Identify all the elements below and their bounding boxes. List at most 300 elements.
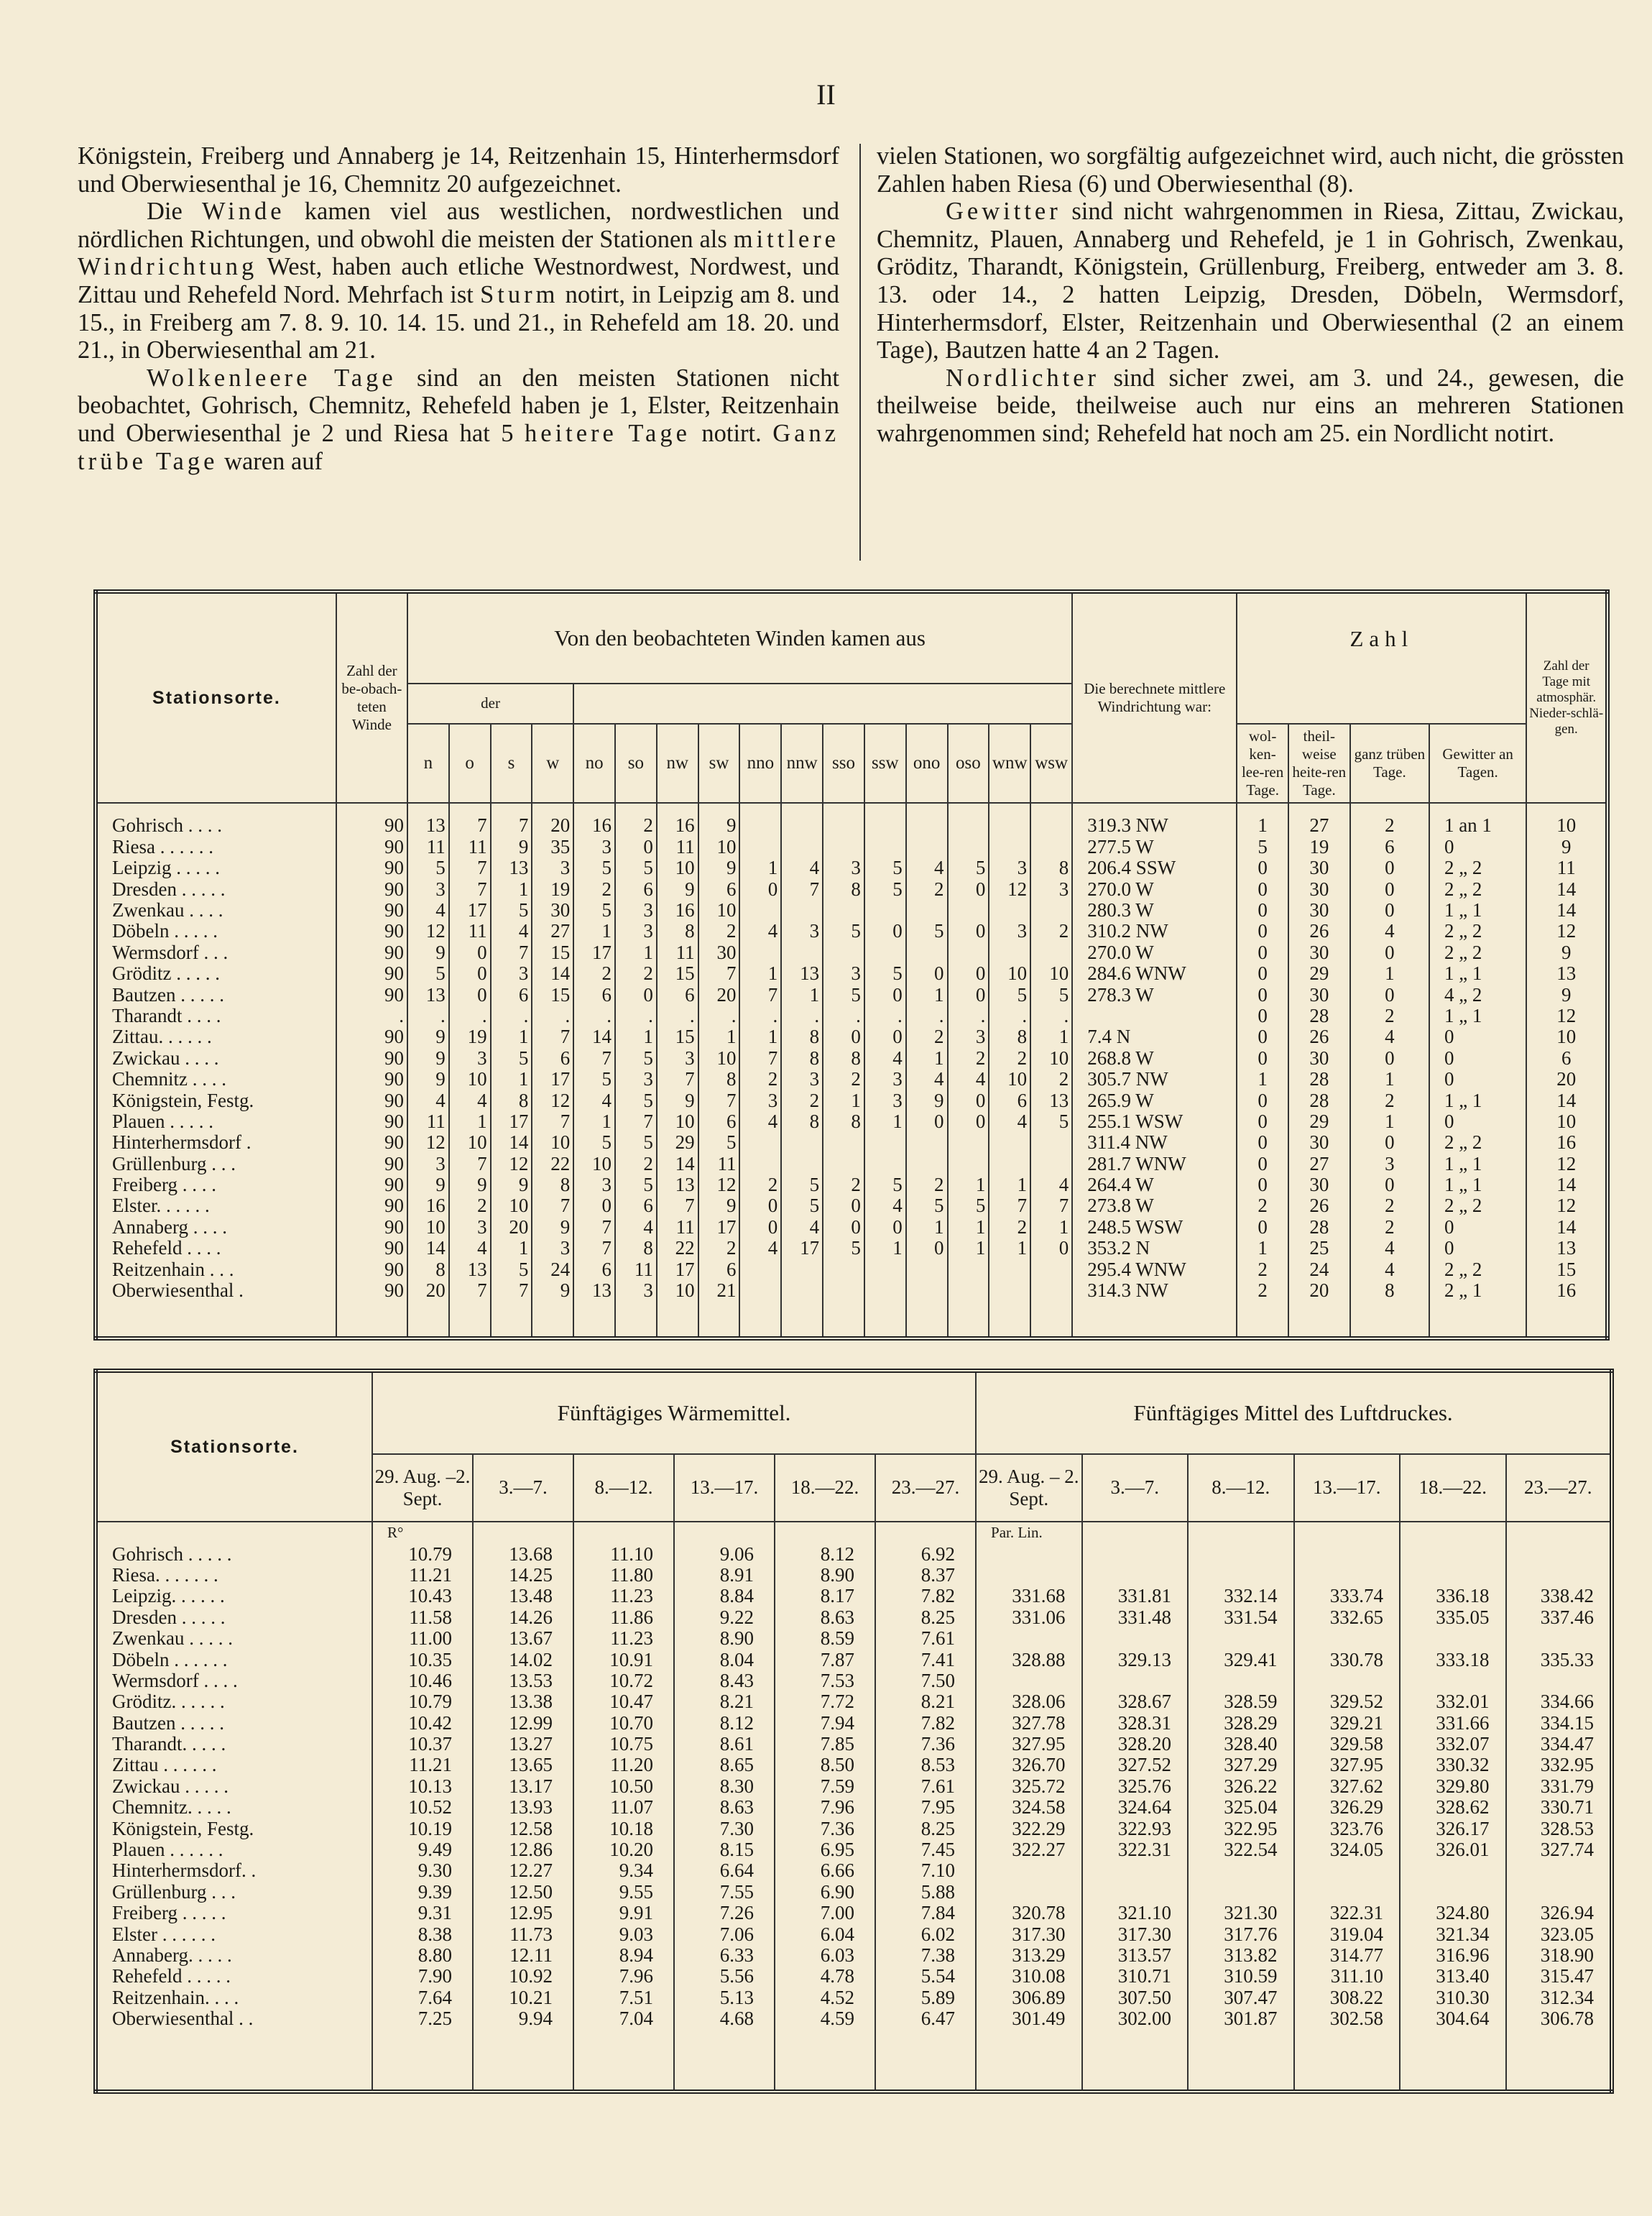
wind-count: 5 — [698, 1132, 740, 1153]
wind-count: 1 — [739, 1026, 781, 1047]
total-winds: 90 — [336, 1238, 407, 1259]
precipitation-days: 6 — [1526, 1048, 1607, 1069]
pressure-mean: 319.04 — [1294, 1923, 1400, 1944]
wind-count — [1030, 1259, 1072, 1279]
temperature-mean: 7.45 — [875, 1839, 976, 1860]
temperature-mean: 6.95 — [775, 1839, 875, 1860]
wind-count: 8 — [823, 878, 864, 899]
wind-count — [823, 815, 864, 836]
wind-count — [781, 1154, 823, 1174]
wind-count: 13 — [1030, 1090, 1072, 1111]
header-der: der — [407, 684, 573, 724]
pressure-mean: 329.41 — [1188, 1649, 1294, 1670]
table-row — [96, 1026, 1607, 1047]
pressure-mean: 314.77 — [1294, 1945, 1400, 1966]
wind-count: 0 — [615, 984, 657, 1005]
header-zahl: Zahl — [1237, 592, 1526, 684]
header-luftdruck: Fünftägiges Mittel des Luftdruckes. — [976, 1371, 1612, 1454]
pressure-mean: 327.95 — [1294, 1755, 1400, 1775]
thunderstorm-days: 4 „ 2 — [1429, 984, 1526, 1005]
wind-count — [948, 837, 989, 858]
temperature-mean: 5.56 — [674, 1966, 775, 1987]
wind-count: 11 — [615, 1259, 657, 1279]
wind-count: 30 — [532, 900, 573, 921]
wind-count: 17 — [532, 1069, 573, 1090]
temperature-mean: 7.90 — [372, 1966, 473, 1987]
wind-count: 1 — [864, 1111, 906, 1132]
wind-count — [864, 1154, 906, 1174]
wind-count: 10 — [1030, 1048, 1072, 1069]
clear-days: 0 — [1237, 1006, 1288, 1026]
wind-count: . — [657, 1006, 698, 1026]
wind-count: 12 — [532, 1090, 573, 1111]
pressure-mean: 327.74 — [1506, 1839, 1612, 1860]
pressure-mean: 327.52 — [1082, 1755, 1189, 1775]
pressure-mean: 327.29 — [1188, 1755, 1294, 1775]
wind-count: 2 — [948, 1048, 989, 1069]
mean-wind-direction: 7.4 N — [1072, 1026, 1237, 1047]
station-name: Bautzen . . . . . — [96, 1713, 372, 1734]
wind-count: 4 — [864, 1048, 906, 1069]
pressure-mean: 323.76 — [1294, 1818, 1400, 1839]
temperature-mean: 10.20 — [573, 1839, 674, 1860]
header-direction-oso: oso — [948, 724, 989, 803]
wind-count: 7 — [491, 1280, 532, 1301]
text-run: vielen Stationen, wo sorgfältig aufgezeichnet wird, auch nicht, die grössten Zahlen haben Riesa (6) und Oberwiesenthal (8). — [877, 142, 1624, 198]
overcast-days: 2 — [1350, 1217, 1429, 1238]
table-row — [96, 1797, 1612, 1818]
wind-count — [781, 1132, 823, 1153]
wind-count — [739, 1132, 781, 1153]
wind-count: 8 — [491, 1090, 532, 1111]
temperature-mean: 8.30 — [674, 1776, 775, 1797]
temperature-mean: 10.91 — [573, 1649, 674, 1670]
wind-count — [864, 1132, 906, 1153]
total-winds: 90 — [336, 1026, 407, 1047]
overcast-days: 3 — [1350, 1154, 1429, 1174]
temperature-mean: 8.25 — [875, 1818, 976, 1839]
pressure-mean: 331.79 — [1506, 1776, 1612, 1797]
temperature-mean: 7.10 — [875, 1860, 976, 1881]
temperature-mean: 8.65 — [674, 1755, 775, 1775]
wind-count: 5 — [948, 858, 989, 878]
wind-count: 7 — [532, 1026, 573, 1047]
temperature-mean: 11.20 — [573, 1755, 674, 1775]
header-period-temp: 23.—27. — [875, 1454, 976, 1522]
wind-count: 3 — [615, 900, 657, 921]
wind-count: 4 — [781, 1217, 823, 1238]
overcast-days: 2 — [1350, 1006, 1429, 1026]
temperature-mean: 8.37 — [875, 1565, 976, 1586]
partly-clear-days: 30 — [1288, 858, 1350, 878]
temperature-mean: 11.86 — [573, 1607, 674, 1628]
wind-count: 10 — [657, 1111, 698, 1132]
pressure-mean — [976, 1670, 1082, 1691]
temperature-mean: 11.00 — [372, 1628, 473, 1649]
header-period-temp: 13.—17. — [674, 1454, 775, 1522]
pressure-mean: 326.94 — [1506, 1903, 1612, 1923]
wind-count: 5 — [1030, 1111, 1072, 1132]
wind-count: 35 — [532, 837, 573, 858]
wind-count: 5 — [989, 984, 1030, 1005]
temperature-mean: 14.02 — [473, 1649, 573, 1670]
temperature-mean: 8.38 — [372, 1923, 473, 1944]
overcast-days: 0 — [1350, 858, 1429, 878]
thunderstorm-days: 0 — [1429, 1026, 1526, 1047]
wind-count: 1 — [989, 1174, 1030, 1195]
pressure-mean: 330.78 — [1294, 1649, 1400, 1670]
temperature-mean: 12.95 — [473, 1903, 573, 1923]
temperature-mean: 8.90 — [775, 1565, 875, 1586]
table-row — [96, 1586, 1612, 1606]
station-name: Zwickau . . . . — [96, 1048, 336, 1069]
temperature-mean: 9.91 — [573, 1903, 674, 1923]
temperature-mean: 10.18 — [573, 1818, 674, 1839]
pressure-mean: 322.27 — [976, 1839, 1082, 1860]
wind-count: 7 — [739, 1048, 781, 1069]
text-run — [617, 420, 628, 447]
wind-count: . — [948, 1006, 989, 1026]
thunderstorm-days: 0 — [1429, 1069, 1526, 1090]
header-period-pressure: 18.—22. — [1400, 1454, 1506, 1522]
temperature-mean: 7.72 — [775, 1691, 875, 1712]
table-row — [96, 837, 1607, 858]
wind-count: 7 — [657, 1195, 698, 1216]
unit-paris-lines: Par. Lin. — [976, 1522, 1082, 1543]
temperature-mean: 9.34 — [573, 1860, 674, 1881]
station-name: Hinterhermsdorf . — [96, 1132, 336, 1153]
total-winds: 90 — [336, 921, 407, 942]
pressure-mean: 331.54 — [1188, 1607, 1294, 1628]
wind-count: 5 — [864, 878, 906, 899]
pressure-mean: 328.53 — [1506, 1818, 1612, 1839]
wind-count: 5 — [864, 1174, 906, 1195]
emphasized-term: Tage — [628, 419, 691, 447]
header-period-temp: 29. Aug. –2. Sept. — [372, 1454, 473, 1522]
wind-count: 3 — [615, 921, 657, 942]
thunderstorm-days: 2 „ 2 — [1429, 1195, 1526, 1216]
wind-count — [781, 1280, 823, 1301]
pressure-mean: 328.20 — [1082, 1734, 1189, 1755]
wind-count: 3 — [989, 921, 1030, 942]
pressure-mean: 302.58 — [1294, 2008, 1400, 2029]
temperature-mean: 11.80 — [573, 1565, 674, 1586]
wind-count: 9 — [407, 1069, 449, 1090]
partly-clear-days: 30 — [1288, 900, 1350, 921]
header-period-temp: 18.—22. — [775, 1454, 875, 1522]
wind-count: 6 — [657, 984, 698, 1005]
emphasized-term: Ganz trübe Tage — [78, 419, 840, 475]
temperature-mean: 7.94 — [775, 1713, 875, 1734]
wind-count: . — [739, 1006, 781, 1026]
temperature-mean: 7.25 — [372, 2008, 473, 2029]
wind-count: 2 — [906, 1174, 948, 1195]
header-direction-w: w — [532, 724, 573, 803]
wind-count: 6 — [573, 984, 615, 1005]
station-name: Chemnitz. . . . . — [96, 1797, 372, 1818]
temperature-mean: 8.94 — [573, 1945, 674, 1966]
clear-days: 2 — [1237, 1195, 1288, 1216]
wind-count: 7 — [532, 1111, 573, 1132]
pressure-mean: 322.93 — [1082, 1818, 1189, 1839]
pressure-mean: 326.70 — [976, 1755, 1082, 1775]
temperature-pressure-table — [93, 1369, 1614, 2094]
wind-count: 17 — [781, 1238, 823, 1259]
pressure-mean: 329.80 — [1400, 1776, 1506, 1797]
station-name: Dresden . . . . . — [96, 878, 336, 899]
wind-count: 9 — [698, 815, 740, 836]
temperature-mean: 7.36 — [875, 1734, 976, 1755]
wind-count: 17 — [449, 900, 491, 921]
wind-count: 4 — [449, 1238, 491, 1259]
temperature-mean: 8.61 — [674, 1734, 775, 1755]
table-row — [96, 1860, 1612, 1881]
wind-count: 6 — [698, 1259, 740, 1279]
table-row — [96, 815, 1607, 836]
pressure-mean: 312.34 — [1506, 1987, 1612, 2008]
wind-count: 8 — [698, 1069, 740, 1090]
table-row — [96, 900, 1607, 921]
emphasized-term: mittlere Windrichtung — [78, 225, 839, 281]
header-station: Stationsorte. — [96, 1371, 372, 1522]
precipitation-days: 15 — [1526, 1259, 1607, 1279]
table-row — [96, 1987, 1612, 2008]
temperature-mean: 8.12 — [674, 1713, 775, 1734]
wind-count: . — [864, 1006, 906, 1026]
table-row — [96, 963, 1607, 984]
wind-count: 5 — [407, 858, 449, 878]
wind-count: 0 — [906, 1111, 948, 1132]
overcast-days: 2 — [1350, 815, 1429, 836]
mean-wind-direction: 255.1 WSW — [1072, 1111, 1237, 1132]
thunderstorm-days: 1 „ 1 — [1429, 1090, 1526, 1111]
wind-count: 20 — [491, 1217, 532, 1238]
wind-count: 2 — [989, 1217, 1030, 1238]
pressure-mean — [1294, 1628, 1400, 1649]
pressure-mean — [1400, 1565, 1506, 1586]
wind-count: 9 — [491, 1174, 532, 1195]
wind-count — [739, 1280, 781, 1301]
wind-count: 0 — [615, 837, 657, 858]
pressure-mean — [976, 1860, 1082, 1881]
station-name: Gohrisch . . . . — [96, 815, 336, 836]
pressure-mean: 322.95 — [1188, 1818, 1294, 1839]
wind-count: 9 — [532, 1217, 573, 1238]
wind-count: 8 — [615, 1238, 657, 1259]
header-direction-n: n — [407, 724, 449, 803]
overcast-days: 1 — [1350, 1069, 1429, 1090]
overcast-days: 8 — [1350, 1280, 1429, 1301]
header-direction-wnw: wnw — [989, 724, 1030, 803]
wind-count: 5 — [491, 900, 532, 921]
pressure-mean: 324.05 — [1294, 1839, 1400, 1860]
clear-days: 0 — [1237, 858, 1288, 878]
precipitation-days: 9 — [1526, 984, 1607, 1005]
wind-count: 7 — [491, 815, 532, 836]
wind-count: 7 — [657, 1069, 698, 1090]
wind-count: 16 — [573, 815, 615, 836]
wind-count: 5 — [491, 1259, 532, 1279]
table-row — [96, 1280, 1607, 1301]
wind-count: 0 — [864, 1026, 906, 1047]
wind-count: . — [573, 1006, 615, 1026]
wind-table — [93, 589, 1610, 1341]
pressure-mean: 326.01 — [1400, 1839, 1506, 1860]
temperature-mean: 13.27 — [473, 1734, 573, 1755]
pressure-mean: 331.48 — [1082, 1607, 1189, 1628]
temperature-mean: 5.88 — [875, 1882, 976, 1903]
wind-count: 0 — [823, 1217, 864, 1238]
temperature-mean: 7.64 — [372, 1987, 473, 2008]
pressure-mean: 322.31 — [1082, 1839, 1189, 1860]
wind-count: 11 — [407, 1111, 449, 1132]
wind-count: 1 — [948, 1217, 989, 1238]
temperature-mean: 10.21 — [473, 1987, 573, 2008]
wind-count: 3 — [532, 1238, 573, 1259]
pressure-mean — [1506, 1628, 1612, 1649]
wind-count: 9 — [532, 1280, 573, 1301]
header-waermemittel: Fünftägiges Wärmemittel. — [372, 1371, 976, 1454]
pressure-mean: 310.59 — [1188, 1966, 1294, 1987]
clear-days: 2 — [1237, 1280, 1288, 1301]
wind-count: . — [906, 1006, 948, 1026]
wind-count: 24 — [532, 1259, 573, 1279]
wind-count: 17 — [573, 942, 615, 963]
pressure-mean: 307.47 — [1188, 1987, 1294, 2008]
temperature-mean: 8.53 — [875, 1755, 976, 1775]
precipitation-days: 9 — [1526, 837, 1607, 858]
total-winds: 90 — [336, 1217, 407, 1238]
pressure-mean: 334.15 — [1506, 1713, 1612, 1734]
pressure-mean: 334.66 — [1506, 1691, 1612, 1712]
wind-count — [781, 815, 823, 836]
wind-count — [1030, 942, 1072, 963]
wind-count: 2 — [1030, 921, 1072, 942]
pressure-mean: 330.32 — [1400, 1755, 1506, 1775]
temperature-mean: 8.25 — [875, 1607, 976, 1628]
table-row — [96, 921, 1607, 942]
mean-wind-direction: 305.7 NW — [1072, 1069, 1237, 1090]
thunderstorm-days: 1 „ 1 — [1429, 1154, 1526, 1174]
wind-count: 3 — [781, 1069, 823, 1090]
table-row — [96, 1755, 1612, 1775]
precipitation-days: 14 — [1526, 1174, 1607, 1195]
wind-count: 7 — [532, 1195, 573, 1216]
overcast-days: 4 — [1350, 921, 1429, 942]
header-gewitter: Gewitter an Tagen. — [1429, 724, 1526, 803]
wind-count: 7 — [698, 963, 740, 984]
temperature-mean: 7.85 — [775, 1734, 875, 1755]
overcast-days: 0 — [1350, 942, 1429, 963]
wind-count: 4 — [739, 1111, 781, 1132]
partly-clear-days: 30 — [1288, 984, 1350, 1005]
text-run: waren auf — [218, 447, 323, 475]
station-name: Grüllenburg . . . — [96, 1882, 372, 1903]
wind-count: 9 — [407, 1048, 449, 1069]
wind-count — [989, 1154, 1030, 1174]
wind-count: 10 — [491, 1195, 532, 1216]
wind-count: 4 — [781, 858, 823, 878]
pressure-mean: 326.29 — [1294, 1797, 1400, 1818]
paragraph — [877, 142, 1624, 198]
emphasized-term: heitere — [525, 419, 617, 447]
pressure-mean: 327.95 — [976, 1734, 1082, 1755]
table-row — [96, 1217, 1607, 1238]
temperature-mean: 7.06 — [674, 1923, 775, 1944]
precipitation-days: 12 — [1526, 1195, 1607, 1216]
wind-count: 13 — [657, 1174, 698, 1195]
wind-count: . — [989, 1006, 1030, 1026]
clear-days: 0 — [1237, 984, 1288, 1005]
temperature-mean: 10.79 — [372, 1543, 473, 1564]
precipitation-days: 10 — [1526, 1111, 1607, 1132]
header-direction-wsw: wsw — [1030, 724, 1072, 803]
table-row — [96, 1776, 1612, 1797]
clear-days: 0 — [1237, 1090, 1288, 1111]
temperature-mean: 10.19 — [372, 1818, 473, 1839]
wind-count — [864, 1280, 906, 1301]
wind-count: 21 — [698, 1280, 740, 1301]
partly-clear-days: 28 — [1288, 1006, 1350, 1026]
partly-clear-days: 27 — [1288, 1154, 1350, 1174]
pressure-mean: 325.76 — [1082, 1776, 1189, 1797]
pressure-mean: 310.30 — [1400, 1987, 1506, 2008]
station-name: Königstein, Festg. — [96, 1818, 372, 1839]
pressure-mean: 321.34 — [1400, 1923, 1506, 1944]
clear-days: 1 — [1237, 815, 1288, 836]
wind-count: 0 — [1030, 1238, 1072, 1259]
emphasized-term: Nordlichter — [946, 364, 1100, 392]
temperature-mean: 10.43 — [372, 1586, 473, 1606]
wind-count: 10 — [989, 963, 1030, 984]
wind-count: 4 — [407, 900, 449, 921]
pressure-mean: 313.29 — [976, 1945, 1082, 1966]
station-name: Oberwiesenthal . — [96, 1280, 336, 1301]
pressure-mean: 324.64 — [1082, 1797, 1189, 1818]
table-row — [96, 1048, 1607, 1069]
temperature-mean: 5.89 — [875, 1987, 976, 2008]
temperature-pressure-table-body — [96, 1522, 1612, 2092]
pressure-mean: 310.08 — [976, 1966, 1082, 1987]
temperature-mean: 8.21 — [674, 1691, 775, 1712]
wind-count: 9 — [449, 1174, 491, 1195]
wind-count: 0 — [864, 1217, 906, 1238]
temperature-mean: 13.67 — [473, 1628, 573, 1649]
pressure-mean: 327.78 — [976, 1713, 1082, 1734]
emphasized-term: Sturm — [480, 280, 559, 308]
pressure-mean — [1082, 1543, 1189, 1564]
wind-count — [823, 1280, 864, 1301]
wind-count: 1 — [491, 1069, 532, 1090]
overcast-days: 1 — [1350, 1111, 1429, 1132]
wind-count: 11 — [449, 921, 491, 942]
thunderstorm-days: 0 — [1429, 1238, 1526, 1259]
header-direction-s: s — [491, 724, 532, 803]
station-name: Rehefeld . . . . . — [96, 1966, 372, 1987]
partly-clear-days: 20 — [1288, 1280, 1350, 1301]
mean-wind-direction: 295.4 WNW — [1072, 1259, 1237, 1279]
wind-count: 10 — [698, 1048, 740, 1069]
temperature-mean: 13.65 — [473, 1755, 573, 1775]
wind-count: 7 — [449, 1280, 491, 1301]
wind-count — [781, 900, 823, 921]
wind-count: 10 — [407, 1217, 449, 1238]
pressure-mean — [1188, 1543, 1294, 1564]
header-direction-no: no — [573, 724, 615, 803]
wind-count: 4 — [739, 921, 781, 942]
wind-count — [823, 900, 864, 921]
wind-count: 0 — [864, 984, 906, 1005]
